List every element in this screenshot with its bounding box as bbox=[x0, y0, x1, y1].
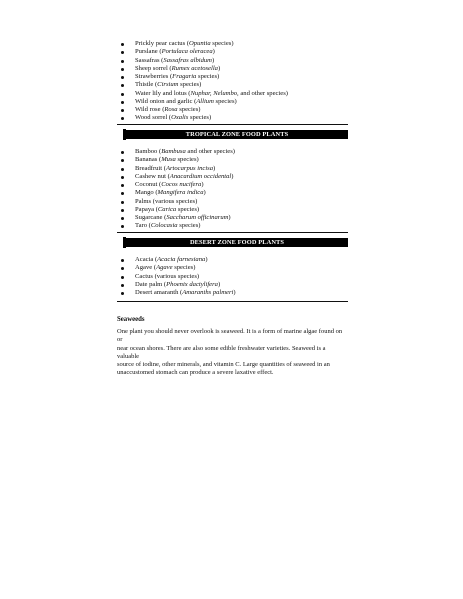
list-item bbox=[117, 106, 357, 114]
scientific-name: Carica bbox=[157, 205, 177, 213]
scientific-name: Nuphar, Nelumbo, bbox=[190, 89, 239, 97]
list-item bbox=[117, 57, 357, 65]
name-suffix: ) bbox=[217, 64, 221, 72]
list-item bbox=[117, 81, 357, 89]
name-suffix: ) bbox=[201, 181, 204, 188]
common-name: Sugarcane ( bbox=[135, 214, 167, 221]
common-name: Cashew nut ( bbox=[135, 172, 170, 180]
seaweeds-paragraph bbox=[117, 328, 349, 378]
list-item bbox=[117, 114, 357, 122]
list-item bbox=[117, 98, 357, 106]
common-name: Wild rose ( bbox=[135, 106, 165, 113]
name-suffix: species) bbox=[172, 264, 196, 272]
name-suffix: ) bbox=[203, 189, 206, 197]
common-name: Wood sorrel ( bbox=[135, 114, 172, 122]
scientific-name: Sassafras albidum bbox=[163, 56, 212, 64]
name-suffix: species) bbox=[177, 222, 201, 230]
list-item bbox=[117, 206, 357, 214]
name-suffix: species) bbox=[196, 73, 220, 80]
name-suffix: ) bbox=[233, 289, 236, 296]
name-suffix: ) bbox=[211, 56, 215, 64]
name-suffix: species) bbox=[188, 114, 212, 122]
common-name: Mango ( bbox=[135, 189, 158, 197]
name-suffix: species) bbox=[178, 81, 202, 89]
common-name: Bamboo ( bbox=[135, 148, 162, 155]
list-item bbox=[117, 256, 357, 264]
common-name: Bananas ( bbox=[135, 156, 162, 164]
list-item bbox=[117, 273, 357, 281]
scientific-name: Rosa bbox=[164, 106, 178, 113]
temperate-plant-list bbox=[117, 40, 357, 123]
common-name: Coconut ( bbox=[135, 181, 162, 188]
scientific-name: Rumex acetosella bbox=[171, 64, 218, 72]
name-suffix: species) bbox=[177, 106, 201, 113]
list-item bbox=[117, 198, 357, 206]
name-suffix: ) bbox=[212, 48, 215, 56]
header-rule bbox=[117, 124, 348, 125]
header-rule bbox=[117, 232, 348, 233]
list-item bbox=[117, 165, 357, 173]
common-name: Acacia ( bbox=[135, 256, 158, 263]
tropical-plant-list bbox=[117, 148, 357, 231]
common-name: Sassafras ( bbox=[135, 56, 164, 64]
scientific-name: Musa bbox=[161, 156, 176, 164]
list-item bbox=[117, 65, 357, 73]
scientific-name: Acacia farnesiana bbox=[157, 256, 206, 263]
list-item bbox=[117, 148, 357, 156]
list-item bbox=[117, 214, 357, 222]
scientific-name: Portulaca oleracea bbox=[161, 48, 213, 56]
common-name: Purslane ( bbox=[135, 48, 162, 56]
common-name: Agave ( bbox=[135, 264, 157, 272]
desert-plant-list bbox=[117, 256, 357, 297]
common-name: Breadfruit ( bbox=[135, 164, 166, 172]
list-item bbox=[117, 173, 357, 181]
seaweeds-title: Seaweeds bbox=[117, 316, 145, 323]
scientific-name: Agave bbox=[156, 264, 173, 272]
scientific-name: Bambusa bbox=[161, 148, 186, 155]
name-suffix: and other species) bbox=[238, 89, 288, 97]
scientific-name: Colocasia bbox=[150, 222, 178, 230]
common-name: Strawberries ( bbox=[135, 73, 173, 80]
scientific-name: Artocarpus incisa bbox=[165, 164, 214, 172]
common-name: Desert amaranth ( bbox=[135, 289, 183, 296]
list-item bbox=[117, 281, 357, 289]
name-suffix: ) bbox=[213, 164, 216, 172]
common-name: Prickly pear cactus ( bbox=[135, 40, 190, 47]
scientific-name: Anacardium occidental bbox=[169, 172, 232, 180]
name-suffix: species) bbox=[213, 97, 237, 105]
paragraph-line: One plant you should never overlook is seaweed. It is a form of marine algae found on or bbox=[117, 328, 343, 344]
tropical-header-text: TROPICAL ZONE FOOD PLANTS bbox=[126, 130, 348, 139]
name-suffix: ) bbox=[205, 256, 208, 263]
common-name: Thistle ( bbox=[135, 81, 158, 89]
name-suffix: and other species) bbox=[185, 148, 236, 155]
list-item bbox=[117, 222, 357, 230]
tropical-section-header bbox=[117, 124, 348, 140]
name-suffix: ) bbox=[228, 214, 231, 221]
paragraph-line: source of iodine, other minerals, and vitamin C. Large quantities of seaweed in an bbox=[117, 361, 330, 369]
scientific-name: Cocos nucifera bbox=[161, 181, 202, 188]
list-item bbox=[117, 73, 357, 81]
common-name: Papaya ( bbox=[135, 205, 158, 213]
common-name: Palms (various species) bbox=[135, 197, 198, 205]
name-suffix: species) bbox=[210, 40, 234, 47]
common-name: Sheep sorrel ( bbox=[135, 64, 172, 72]
name-suffix: ) bbox=[217, 280, 221, 288]
name-suffix: species) bbox=[175, 156, 199, 164]
name-suffix: species) bbox=[176, 205, 200, 213]
common-name: Water lily and lotus ( bbox=[135, 89, 191, 97]
list-item bbox=[117, 189, 357, 197]
scientific-name: Fragaria bbox=[172, 73, 197, 80]
scientific-name: Oxalis bbox=[171, 114, 189, 122]
scientific-name: Cirsium bbox=[157, 81, 179, 89]
list-item bbox=[117, 289, 357, 297]
common-name: Taro ( bbox=[135, 222, 151, 230]
common-name: Cactus (various species) bbox=[135, 272, 200, 280]
list-item bbox=[117, 90, 357, 98]
list-item bbox=[117, 264, 357, 272]
section-divider bbox=[117, 301, 348, 302]
scientific-name: Opuntia bbox=[189, 40, 211, 47]
list-item bbox=[117, 48, 357, 56]
desert-header-text: DESERT ZONE FOOD PLANTS bbox=[126, 238, 348, 247]
name-suffix: ) bbox=[231, 172, 234, 180]
list-item bbox=[117, 40, 357, 48]
scientific-name: Allium bbox=[196, 97, 214, 105]
scientific-name: Amaranths palmeri bbox=[182, 289, 234, 296]
list-item bbox=[117, 181, 357, 189]
scientific-name: Saccharum officinarum bbox=[166, 214, 229, 221]
header-shadow bbox=[123, 129, 126, 140]
paragraph-line: unaccustomed stomach can produce a severe laxative effect. bbox=[117, 369, 274, 377]
common-name: Wild onion and garlic ( bbox=[135, 97, 197, 105]
header-shadow bbox=[123, 237, 126, 248]
scientific-name: Phoenix dactylifera bbox=[166, 280, 218, 288]
scientific-name: Mangifera indica bbox=[157, 189, 204, 197]
list-item bbox=[117, 156, 357, 164]
paragraph-line: near ocean shores. There are also some edible freshwater varieties. Seaweed is a valuable bbox=[117, 344, 326, 360]
common-name: Date palm ( bbox=[135, 280, 167, 288]
desert-section-header bbox=[117, 232, 348, 248]
